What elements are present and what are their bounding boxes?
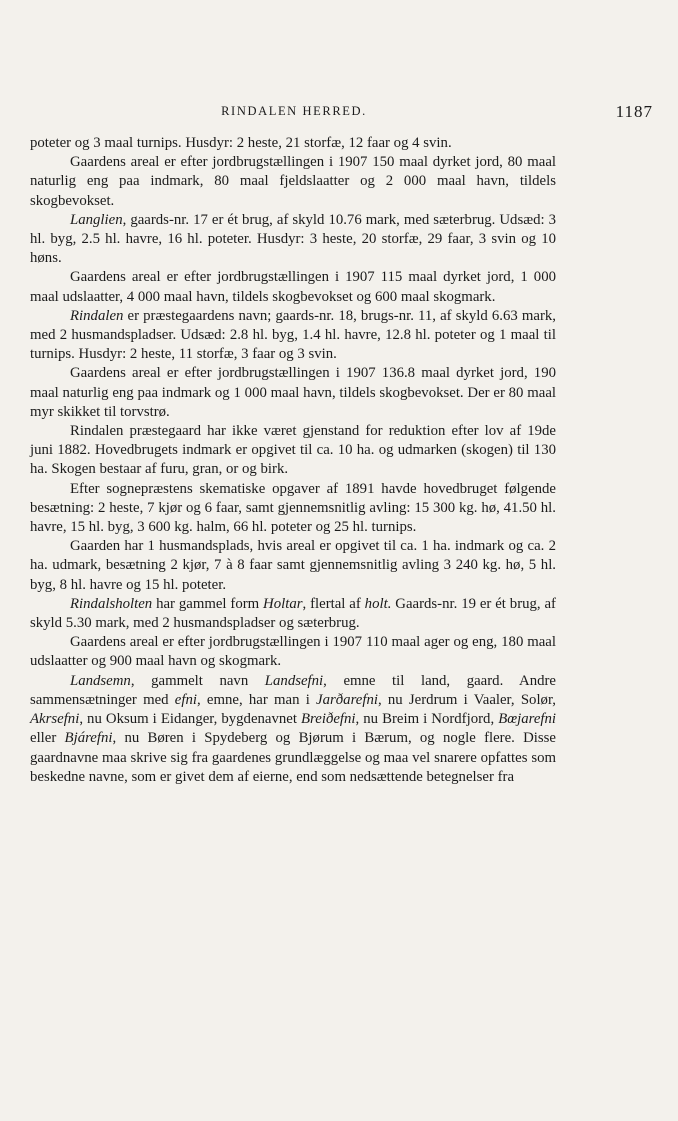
text-run: er præstegaardens navn; gaards-nr. 18, brugs-nr. 11, af skyld 6.63 mark, med 2 husmandspladser. Udsæd: 2.8 hl. byg, 1.4 hl. havre, 12.8 hl. poteter og 1 maal til turnips. Husdyr: 2 heste, 11 storfæ, 3 faar og 3 svin. [30, 307, 556, 363]
text-run: , nu Børen i Spydeberg og Bjørum i Bærum, og nogle flere. Disse gaardnavne maa skrive sig fra gaardenes grundlæggelse og maa vel snarere opfattes som beskedne navne, som er givet dem af eierne, end som nedsættende betegnelser fra [30, 730, 557, 785]
paragraph-areal-2 [30, 268, 556, 306]
text-run: , nu Oksum i Eidanger, bygdenavnet [79, 711, 302, 728]
text-run: poteter og 3 maal turnips. Husdyr: 2 heste, 21 storfæ, 12 faar og 4 svin. [30, 135, 452, 151]
text-run: eller [30, 730, 65, 747]
text-run: Gaarden har 1 husmandsplads, hvis areal er opgivet til ca. 1 ha. indmark og ca. 2 ha. udmark, besætning 2 kjør, 7 à 8 faar samt gjennemsnitlig avling 3 240 kg. hø, 5 hl. byg, 8 hl. havre og 15 hl. poteter. [30, 538, 556, 593]
paragraph-continued [30, 134, 556, 153]
paragraph-praestegaard [30, 422, 556, 480]
italic-term: Akrsefni [30, 711, 80, 728]
italic-term: efni [174, 691, 197, 708]
text-run: Efter sognepræstens skematiske opgaver af 1891 havde hovedbruget følgende besætning: 2 heste, 7 kjør og 6 faar, samt gjennemsnitlig avling: 15 300 kg. hø, 41.50 hl. havre, 15 hl. byg, 3 600 kg. halm, 66 hl. poteter og 25 hl. turnips. [30, 480, 556, 536]
page-header [30, 102, 653, 128]
italic-term: Bjárefni [64, 730, 113, 747]
italic-term: Rindalen [70, 307, 124, 324]
italic-term: Bœjarefni [498, 711, 557, 728]
paragraph-rindalen [30, 307, 556, 365]
text-run: Rindalen præstegaard har ikke været gjenstand for reduktion efter lov af 19de juni 1882. Hovedbrugets indmark er opgivet til ca. 10 ha. og udmarken (skogen) til 130 ha. Skogen bestaar af furu, gran, or og birk. [30, 423, 556, 478]
paragraph-areal-1 [30, 153, 556, 211]
paragraph-langlien [30, 211, 556, 269]
italic-term: holt. [364, 595, 392, 612]
text-run: , gaards-nr. 17 er ét brug, af skyld 10.76 mark, med sæterbrug. Udsæd: 3 hl. byg, 2.5 hl. havre, 16 hl. poteter. Husdyr: 3 heste, 20 storfæ, 29 faar, 3 svin og 10 høns. [30, 211, 556, 267]
italic-term: Landsemn [70, 672, 131, 689]
italic-term: Jarðarefni [316, 691, 378, 708]
running-head: RINDALEN HERRED. [221, 104, 367, 118]
paragraph-rindalsholten [30, 595, 556, 633]
page-number: 1187 [615, 102, 653, 121]
text-run: , emne, har man i [196, 691, 317, 708]
text-run: , gammelt navn [130, 672, 265, 689]
italic-term: Langlien [70, 211, 123, 228]
italic-term: Holtar [263, 595, 303, 612]
italic-term: Rindalsholten [70, 595, 153, 612]
text-run: Gaardens areal er efter jordbrugstællingen i 1907 136.8 maal dyrket jord, 190 maal naturlig eng paa indmark og 1 000 maal havn, tildels skogbevokset. Der er 80 maal myr skikket til torvstrø. [30, 365, 556, 420]
text-run: , emne til land, gaard. Andre sammensætninger med [30, 672, 556, 708]
italic-term: Landsefni [264, 672, 324, 689]
paragraph-areal-4 [30, 633, 556, 671]
paragraph-areal-3 [30, 364, 556, 422]
paragraph-landsemn [30, 672, 556, 787]
text-run: , flertal af [302, 595, 365, 612]
text-run: , nu Breim i Nordfjord, [355, 711, 499, 728]
paragraph-husmandsplads [30, 537, 556, 595]
body-text [30, 134, 556, 787]
text-run: Gaardens areal er efter jordbrugstællingen i 1907 110 maal ager og eng, 180 maal udslaatter og 900 maal havn og skogmark. [30, 634, 556, 670]
italic-term: Breiðefni [301, 711, 356, 728]
text-run: , nu Jerdrum i Vaaler, Solør, [377, 691, 556, 708]
text-run: Gaardens areal er efter jordbrugstællingen i 1907 115 maal dyrket jord, 1 000 maal udslaatter, 4 000 maal havn, tildels skogbevokset og 600 maal skogmark. [30, 269, 556, 305]
text-run: har gammel form [152, 595, 264, 612]
paragraph-besaetning [30, 480, 556, 538]
text-run: Gaardens areal er efter jordbrugstællingen i 1907 150 maal dyrket jord, 80 maal naturlig eng paa indmark, 80 maal fjeldslaatter og 2 000 maal havn, tildels skogbevokset. [30, 154, 556, 209]
text-run: Gaards-nr. 19 er ét brug, af skyld 5.30 mark, med 2 husmandspladser og sæterbrug. [30, 595, 556, 632]
